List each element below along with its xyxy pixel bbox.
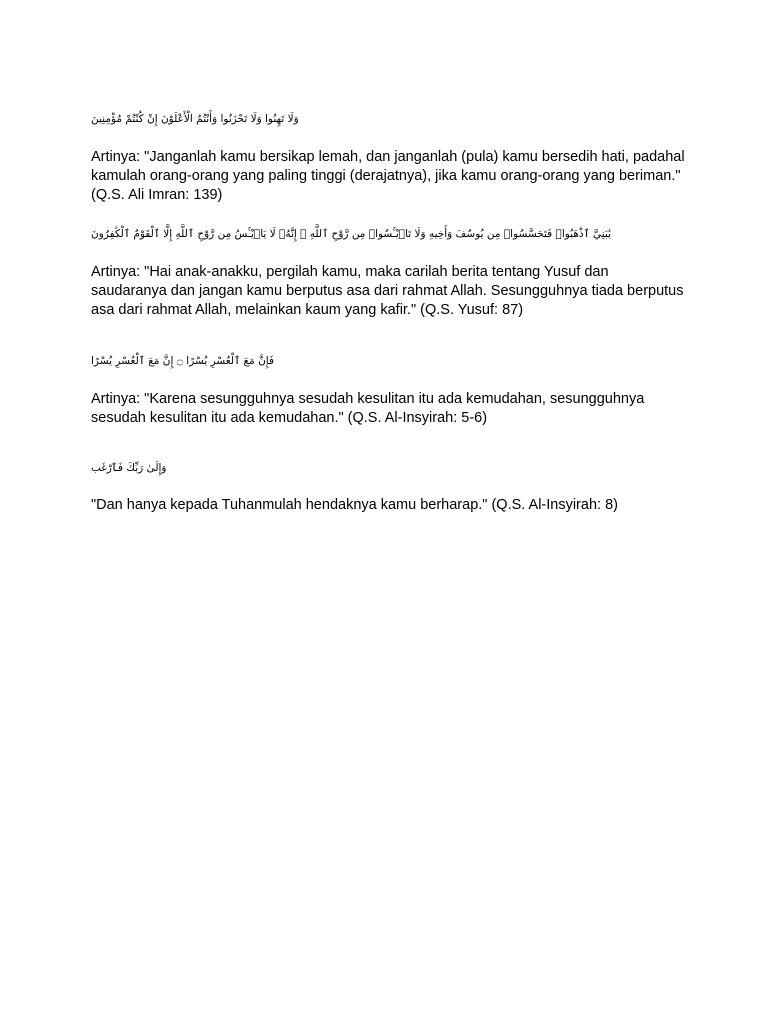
arabic-verse [91,108,687,130]
arabic-verse-text: يَٰبَنِيَّ ٱذْهَبُوا۟ فَتَحَسَّسُوا۟ مِن يُوسُفَ وَأَخِيهِ وَلَا تَا۟يْـَٔسُوا۟ مِن رَّوْحِ ٱللَّهِ ۖ إِنَّهُۥ لَا يَا۟يْـَٔسُ مِن رَّوْحِ ٱللَّهِ إِلَّا ٱلْقَوْمُ ٱلْكَٰفِرُونَ [91,228,612,240]
verse-translation: Artinya: "Hai anak-anakku, pergilah kamu, maka carilah berita tentang Yusuf dan saudaranya dan jangan kamu berputus asa dari rahmat Allah. Sesungguhnya tiada berputus asa dari rahmat Allah, melainkan kaum yang kafir." (Q.S. Yusuf: 87) [91,264,684,318]
document-body [91,108,687,515]
arabic-verse-text: وَإِلَىٰ رَبِّكَ فَٱرْغَب [91,462,167,474]
verse-translation: Artinya: "Janganlah kamu bersikap lemah, dan janganlah (pula) kamu bersedih hati, padahal kamulah orang-orang yang paling tinggi (derajatnya), jika kamu orang-orang yang beriman." (Q.S. Ali Imran: 139) [91,149,685,203]
arabic-verse-text: فَإِنَّ مَعَ ٱلْعُسْرِ يُسْرًا ۝ إِنَّ مَعَ ٱلْعُسْرِ يُسْرًا [91,355,275,367]
verse-translation: "Dan hanya kepada Tuhanmulah hendaknya kamu berharap." (Q.S. Al-Insyirah: 8) [91,497,618,513]
verse-translation: Artinya: "Karena sesungguhnya sesudah kesulitan itu ada kemudahan, sesungguhnya sesudah kesulitan itu ada kemudahan." (Q.S. Al-Insyirah: 5-6) [91,391,645,426]
arabic-verse [91,350,687,372]
arabic-verse [91,457,687,479]
arabic-verse [91,223,687,245]
arabic-verse-text: وَلَا تَهِنُوا وَلَا تَحْزَنُوا وَأَنْتُمُ الْأَعْلَوْنَ إِنْ كُنْتُمْ مُؤْمِنِينَ [91,113,299,125]
